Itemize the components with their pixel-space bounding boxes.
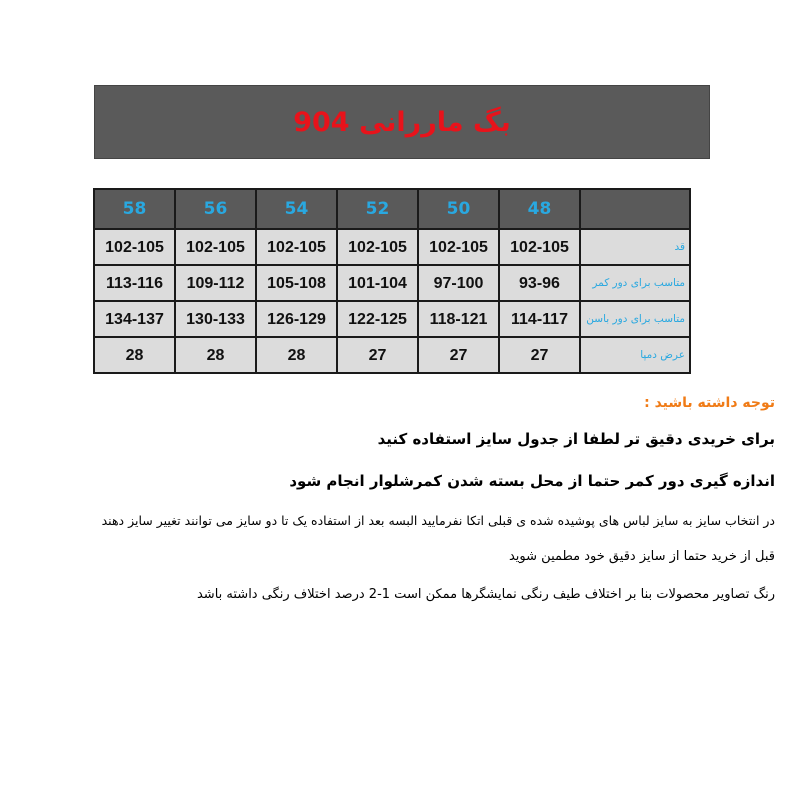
row-label-cell: متاسب برای دور کمر	[580, 265, 690, 301]
table-cell: 134-137	[94, 301, 175, 337]
table-cell: 122-125	[337, 301, 418, 337]
table-cell: 102-105	[94, 229, 175, 265]
table-cell: 97-100	[418, 265, 499, 301]
size-header-cell: 54	[256, 189, 337, 229]
size-header-cell: 50	[418, 189, 499, 229]
table-cell: 101-104	[337, 265, 418, 301]
table-cell: 27	[418, 337, 499, 373]
size-header-cell: 58	[94, 189, 175, 229]
note-line: اندازه گیری دور کمر حتما از محل بسته شدن کمرشلوار انجام شود	[289, 472, 775, 490]
size-table	[93, 188, 691, 374]
table-cell: 28	[94, 337, 175, 373]
size-header-cell: 52	[337, 189, 418, 229]
size-header-row	[94, 189, 690, 229]
table-cell: 109-112	[175, 265, 256, 301]
table-cell: 114-117	[499, 301, 580, 337]
table-cell: 27	[337, 337, 418, 373]
table-cell: 126-129	[256, 301, 337, 337]
row-label-cell: قد	[580, 229, 690, 265]
table-cell: 27	[499, 337, 580, 373]
table-cell: 28	[256, 337, 337, 373]
table-cell: 93-96	[499, 265, 580, 301]
title-banner	[94, 85, 710, 159]
banner-title: بگ ماررانی 904	[293, 106, 511, 138]
size-header-cell: 48	[499, 189, 580, 229]
table-row-hem-width	[94, 337, 690, 373]
row-label-cell: متاسب برای دور باسن	[580, 301, 690, 337]
note-line: رنگ تصاویر محصولات بنا بر اختلاف طیف رنگی نمایشگرها ممکن است 1-2 درصد اختلاف رنگی داشته باشد	[196, 587, 775, 602]
table-cell: 102-105	[175, 229, 256, 265]
table-cell: 118-121	[418, 301, 499, 337]
table-cell: 102-105	[337, 229, 418, 265]
table-cell: 105-108	[256, 265, 337, 301]
table-cell: 102-105	[256, 229, 337, 265]
table-cell: 130-133	[175, 301, 256, 337]
table-row-waist	[94, 265, 690, 301]
row-label-cell: عرض دمپا	[580, 337, 690, 373]
table-cell: 102-105	[418, 229, 499, 265]
size-header-cell: 56	[175, 189, 256, 229]
table-cell: 102-105	[499, 229, 580, 265]
note-line: برای خریدی دقیق تر لطفا از جدول سایز استفاده کنید	[377, 430, 775, 448]
notes-title: توجه داشته باشید :	[644, 395, 775, 411]
table-cell: 113-116	[94, 265, 175, 301]
corner-cell	[580, 189, 690, 229]
note-line: قبل از خرید حتما از سایز دقیق خود مطمین شوید	[508, 549, 775, 564]
table-row-height	[94, 229, 690, 265]
note-line: در انتخاب سایز به سایز لباس های پوشیده شده ی قبلی اتکا نفرمایید البسه بعد از استفاده یک تا دو سایز می توانند تغییر سایز دهند	[101, 513, 775, 528]
table-row-hip	[94, 301, 690, 337]
table-cell: 28	[175, 337, 256, 373]
